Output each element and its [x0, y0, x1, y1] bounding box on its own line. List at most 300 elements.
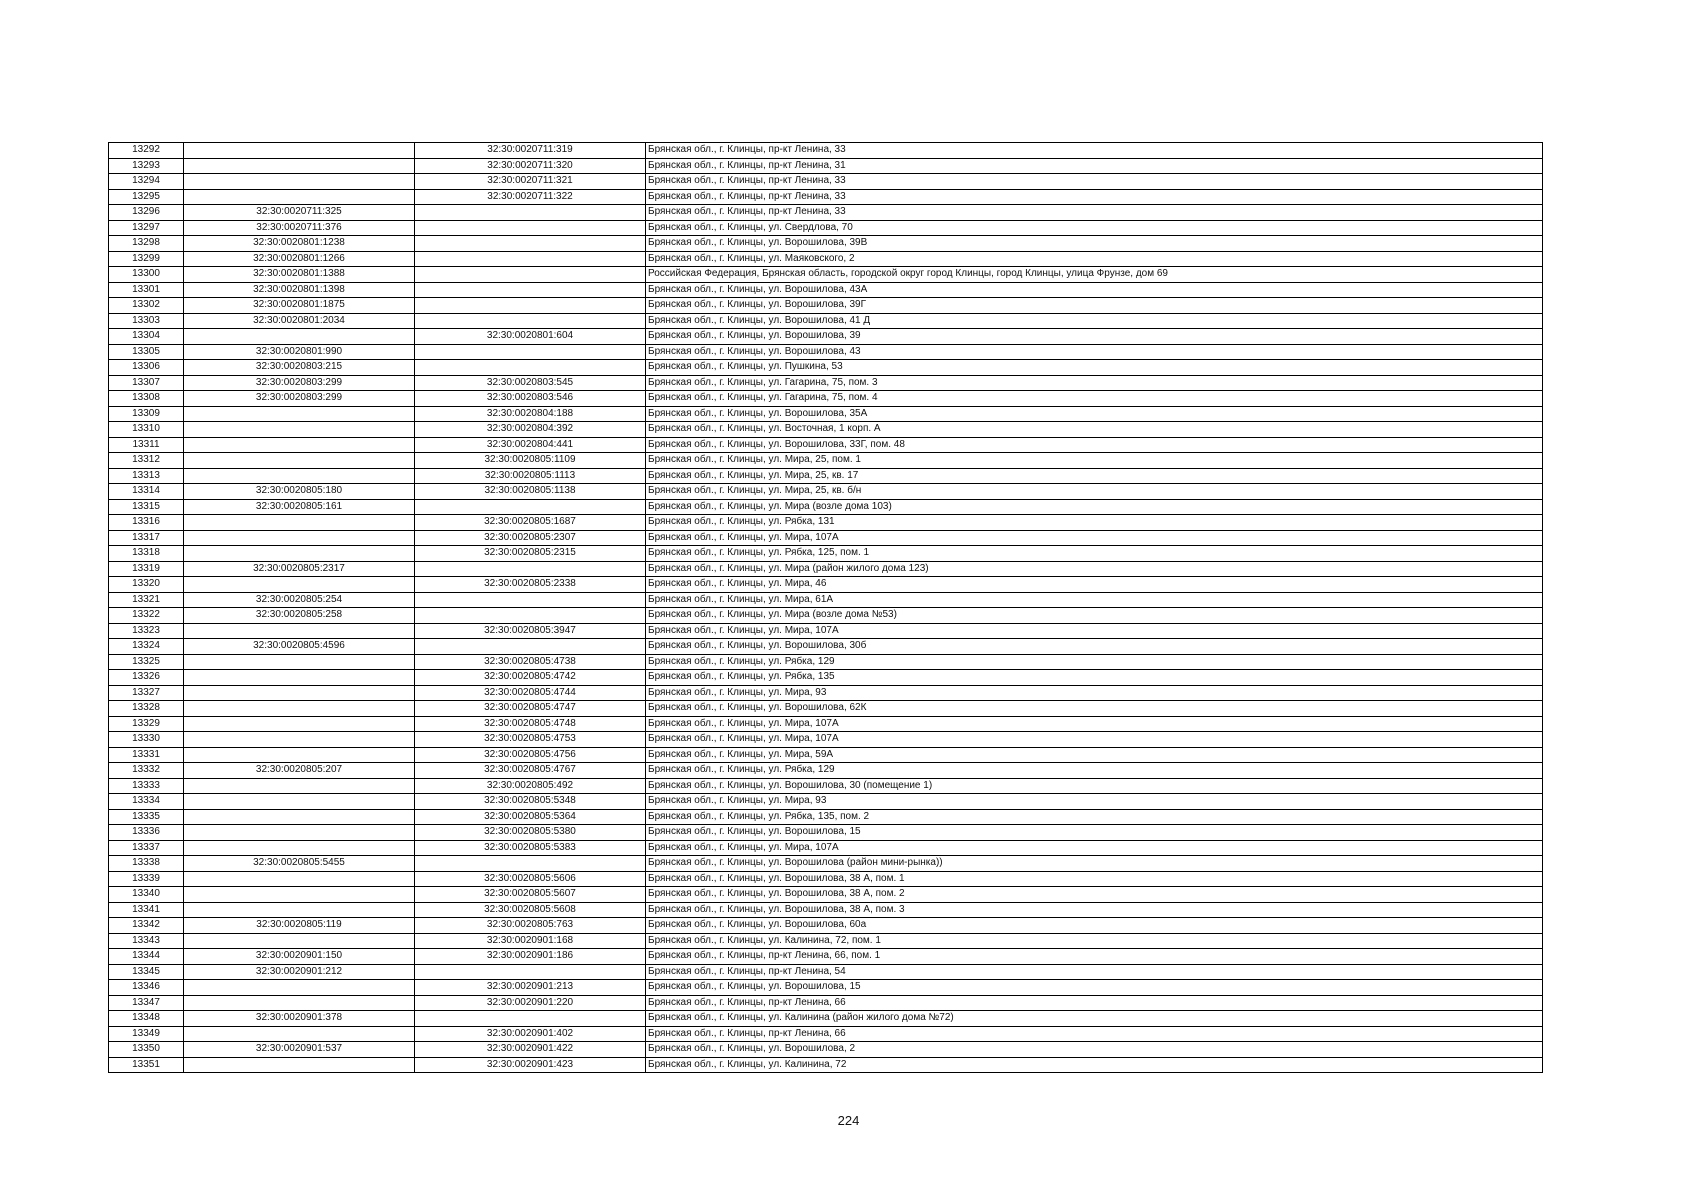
table-row	[109, 685, 1543, 701]
row-number-cell: 13332	[109, 763, 184, 779]
table-row	[109, 654, 1543, 670]
row-number-cell: 13333	[109, 778, 184, 794]
cadastral-number-cell	[184, 577, 415, 593]
address-cell: Брянская обл., г. Клинцы, ул. Мира, 46	[646, 577, 1543, 593]
cadastral-number-cell	[184, 670, 415, 686]
cadastral-number-cell	[184, 468, 415, 484]
address-cell: Брянская обл., г. Клинцы, ул. Рябка, 135	[646, 670, 1543, 686]
table-row	[109, 778, 1543, 794]
table-row	[109, 577, 1543, 593]
address-cell: Брянская обл., г. Клинцы, ул. Ворошилова, 62К	[646, 701, 1543, 717]
address-cell: Брянская обл., г. Клинцы, ул. Мира, 25, кв. 17	[646, 468, 1543, 484]
table-row	[109, 375, 1543, 391]
row-number-cell: 13319	[109, 561, 184, 577]
row-number-cell: 13342	[109, 918, 184, 934]
object-cadastral-number-cell: 32:30:0020805:1138	[415, 484, 646, 500]
cadastral-number-cell: 32:30:0020711:376	[184, 220, 415, 236]
address-cell: Российская Федерация, Брянская область, городской округ город Клинцы, город Клинцы, улица Фрунзе, дом 69	[646, 267, 1543, 283]
address-cell: Брянская обл., г. Клинцы, пр-кт Ленина, 33	[646, 189, 1543, 205]
table-row	[109, 964, 1543, 980]
table-row	[109, 437, 1543, 453]
table-row	[109, 158, 1543, 174]
address-cell: Брянская обл., г. Клинцы, ул. Рябка, 135, пом. 2	[646, 809, 1543, 825]
cadastral-number-cell	[184, 701, 415, 717]
object-cadastral-number-cell: 32:30:0020805:5608	[415, 902, 646, 918]
cadastral-number-cell: 32:30:0020805:258	[184, 608, 415, 624]
address-cell: Брянская обл., г. Клинцы, ул. Калинина, 72	[646, 1057, 1543, 1073]
cadastral-number-cell	[184, 453, 415, 469]
cadastral-number-cell: 32:30:0020801:990	[184, 344, 415, 360]
cadastral-number-cell	[184, 189, 415, 205]
object-cadastral-number-cell	[415, 282, 646, 298]
object-cadastral-number-cell	[415, 639, 646, 655]
address-cell: Брянская обл., г. Клинцы, ул. Мира (возле дома №53)	[646, 608, 1543, 624]
object-cadastral-number-cell: 32:30:0020805:4753	[415, 732, 646, 748]
row-number-cell: 13294	[109, 174, 184, 190]
address-cell: Брянская обл., г. Клинцы, ул. Рябка, 125, пом. 1	[646, 546, 1543, 562]
row-number-cell: 13341	[109, 902, 184, 918]
table-row	[109, 360, 1543, 376]
row-number-cell: 13306	[109, 360, 184, 376]
address-cell: Брянская обл., г. Клинцы, ул. Пушкина, 53	[646, 360, 1543, 376]
table-row	[109, 282, 1543, 298]
row-number-cell: 13320	[109, 577, 184, 593]
cadastral-number-cell	[184, 406, 415, 422]
address-cell: Брянская обл., г. Клинцы, ул. Маяковского, 2	[646, 251, 1543, 267]
cadastral-number-cell	[184, 546, 415, 562]
table-row	[109, 298, 1543, 314]
table-row	[109, 747, 1543, 763]
address-cell: Брянская обл., г. Клинцы, пр-кт Ленина, 66	[646, 1026, 1543, 1042]
address-cell: Брянская обл., г. Клинцы, пр-кт Ленина, 33	[646, 174, 1543, 190]
table-row	[109, 670, 1543, 686]
object-cadastral-number-cell: 32:30:0020803:545	[415, 375, 646, 391]
object-cadastral-number-cell	[415, 313, 646, 329]
row-number-cell: 13316	[109, 515, 184, 531]
table-row	[109, 499, 1543, 515]
cadastral-number-cell	[184, 887, 415, 903]
address-cell: Брянская обл., г. Клинцы, ул. Мира, 107А	[646, 732, 1543, 748]
table-row	[109, 918, 1543, 934]
row-number-cell: 13327	[109, 685, 184, 701]
row-number-cell: 13310	[109, 422, 184, 438]
table-row	[109, 406, 1543, 422]
row-number-cell: 13313	[109, 468, 184, 484]
object-cadastral-number-cell: 32:30:0020901:422	[415, 1042, 646, 1058]
object-cadastral-number-cell: 32:30:0020805:4756	[415, 747, 646, 763]
table-row	[109, 809, 1543, 825]
object-cadastral-number-cell: 32:30:0020801:604	[415, 329, 646, 345]
cadastral-number-cell	[184, 716, 415, 732]
row-number-cell: 13308	[109, 391, 184, 407]
address-cell: Брянская обл., г. Клинцы, ул. Ворошилова, 38 А, пом. 2	[646, 887, 1543, 903]
cadastral-number-cell: 32:30:0020805:207	[184, 763, 415, 779]
cadastral-number-cell: 32:30:0020803:299	[184, 375, 415, 391]
address-cell: Брянская обл., г. Клинцы, ул. Ворошилова (район мини-рынка))	[646, 856, 1543, 872]
cadastral-number-cell	[184, 623, 415, 639]
table-row	[109, 933, 1543, 949]
object-cadastral-number-cell: 32:30:0020805:4742	[415, 670, 646, 686]
table-row	[109, 732, 1543, 748]
object-cadastral-number-cell: 32:30:0020805:3947	[415, 623, 646, 639]
cadastral-number-cell: 32:30:0020803:215	[184, 360, 415, 376]
row-number-cell: 13324	[109, 639, 184, 655]
row-number-cell: 13299	[109, 251, 184, 267]
table-row	[109, 856, 1543, 872]
table-row	[109, 267, 1543, 283]
row-number-cell: 13331	[109, 747, 184, 763]
table-row	[109, 205, 1543, 221]
table-row	[109, 189, 1543, 205]
table-row	[109, 949, 1543, 965]
cadastral-number-cell: 32:30:0020901:378	[184, 1011, 415, 1027]
row-number-cell: 13346	[109, 980, 184, 996]
row-number-cell: 13293	[109, 158, 184, 174]
object-cadastral-number-cell: 32:30:0020901:186	[415, 949, 646, 965]
address-cell: Брянская обл., г. Клинцы, ул. Мира, 107А	[646, 530, 1543, 546]
object-cadastral-number-cell: 32:30:0020805:4767	[415, 763, 646, 779]
table-row	[109, 220, 1543, 236]
cadastral-number-cell: 32:30:0020805:4596	[184, 639, 415, 655]
address-cell: Брянская обл., г. Клинцы, ул. Ворошилова, 60а	[646, 918, 1543, 934]
row-number-cell: 13298	[109, 236, 184, 252]
object-cadastral-number-cell	[415, 220, 646, 236]
cadastral-number-cell: 32:30:0020901:537	[184, 1042, 415, 1058]
cadastral-number-cell	[184, 732, 415, 748]
address-cell: Брянская обл., г. Клинцы, ул. Мира, 93	[646, 685, 1543, 701]
object-cadastral-number-cell: 32:30:0020805:5607	[415, 887, 646, 903]
table-row	[109, 763, 1543, 779]
address-cell: Брянская обл., г. Клинцы, ул. Ворошилова, 38 А, пом. 1	[646, 871, 1543, 887]
row-number-cell: 13303	[109, 313, 184, 329]
object-cadastral-number-cell: 32:30:0020805:4747	[415, 701, 646, 717]
row-number-cell: 13336	[109, 825, 184, 841]
cadastral-number-cell	[184, 933, 415, 949]
cadastral-number-cell: 32:30:0020901:212	[184, 964, 415, 980]
row-number-cell: 13302	[109, 298, 184, 314]
row-number-cell: 13349	[109, 1026, 184, 1042]
address-cell: Брянская обл., г. Клинцы, ул. Мира, 93	[646, 794, 1543, 810]
page-number: 224	[837, 1113, 860, 1128]
object-cadastral-number-cell: 32:30:0020804:441	[415, 437, 646, 453]
cadastral-number-cell: 32:30:0020801:1388	[184, 267, 415, 283]
cadastral-number-cell: 32:30:0020801:1266	[184, 251, 415, 267]
object-cadastral-number-cell: 32:30:0020901:402	[415, 1026, 646, 1042]
row-number-cell: 13315	[109, 499, 184, 515]
cadastral-number-cell	[184, 143, 415, 159]
cadastral-number-cell	[184, 778, 415, 794]
cadastral-number-cell	[184, 329, 415, 345]
row-number-cell: 13323	[109, 623, 184, 639]
table-row	[109, 344, 1543, 360]
cadastral-number-cell	[184, 995, 415, 1011]
object-cadastral-number-cell: 32:30:0020803:546	[415, 391, 646, 407]
address-cell: Брянская обл., г. Клинцы, ул. Рябка, 129	[646, 654, 1543, 670]
object-cadastral-number-cell: 32:30:0020804:392	[415, 422, 646, 438]
address-cell: Брянская обл., г. Клинцы, ул. Мира, 107А	[646, 623, 1543, 639]
table-row	[109, 716, 1543, 732]
address-cell: Брянская обл., г. Клинцы, ул. Ворошилова, 35А	[646, 406, 1543, 422]
object-cadastral-number-cell: 32:30:0020711:319	[415, 143, 646, 159]
object-cadastral-number-cell: 32:30:0020805:763	[415, 918, 646, 934]
cadastral-number-cell: 32:30:0020805:119	[184, 918, 415, 934]
cadastral-number-cell: 32:30:0020803:299	[184, 391, 415, 407]
object-cadastral-number-cell	[415, 360, 646, 376]
object-cadastral-number-cell	[415, 251, 646, 267]
cadastral-number-cell	[184, 1026, 415, 1042]
row-number-cell: 13335	[109, 809, 184, 825]
address-cell: Брянская обл., г. Клинцы, ул. Рябка, 131	[646, 515, 1543, 531]
cadastral-number-cell: 32:30:0020805:180	[184, 484, 415, 500]
row-number-cell: 13295	[109, 189, 184, 205]
cadastral-number-cell: 32:30:0020801:2034	[184, 313, 415, 329]
row-number-cell: 13304	[109, 329, 184, 345]
object-cadastral-number-cell: 32:30:0020805:5606	[415, 871, 646, 887]
address-cell: Брянская обл., г. Клинцы, ул. Мира, 59А	[646, 747, 1543, 763]
table-row	[109, 422, 1543, 438]
cadastral-number-cell: 32:30:0020801:1875	[184, 298, 415, 314]
object-cadastral-number-cell	[415, 499, 646, 515]
object-cadastral-number-cell	[415, 1011, 646, 1027]
cadastral-number-cell: 32:30:0020801:1238	[184, 236, 415, 252]
table-row	[109, 623, 1543, 639]
row-number-cell: 13325	[109, 654, 184, 670]
table-row	[109, 174, 1543, 190]
object-cadastral-number-cell: 32:30:0020805:1113	[415, 468, 646, 484]
address-cell: Брянская обл., г. Клинцы, ул. Мира, 25, кв. б/н	[646, 484, 1543, 500]
object-cadastral-number-cell: 32:30:0020805:4748	[415, 716, 646, 732]
object-cadastral-number-cell	[415, 561, 646, 577]
table-row	[109, 871, 1543, 887]
row-number-cell: 13322	[109, 608, 184, 624]
table-row	[109, 236, 1543, 252]
row-number-cell: 13345	[109, 964, 184, 980]
address-cell: Брянская обл., г. Клинцы, ул. Мира (район жилого дома 123)	[646, 561, 1543, 577]
table-row	[109, 592, 1543, 608]
row-number-cell: 13318	[109, 546, 184, 562]
cadastral-number-cell	[184, 515, 415, 531]
cadastral-number-cell	[184, 437, 415, 453]
row-number-cell: 13334	[109, 794, 184, 810]
table-row	[109, 1026, 1543, 1042]
cadastral-number-cell	[184, 825, 415, 841]
object-cadastral-number-cell	[415, 592, 646, 608]
object-cadastral-number-cell: 32:30:0020805:2307	[415, 530, 646, 546]
row-number-cell: 13305	[109, 344, 184, 360]
cadastral-number-cell: 32:30:0020805:2317	[184, 561, 415, 577]
object-cadastral-number-cell: 32:30:0020711:321	[415, 174, 646, 190]
cadastral-number-cell	[184, 980, 415, 996]
address-cell: Брянская обл., г. Клинцы, ул. Ворошилова, 2	[646, 1042, 1543, 1058]
table-row	[109, 1042, 1543, 1058]
address-cell: Брянская обл., г. Клинцы, ул. Ворошилова, 38 А, пом. 3	[646, 902, 1543, 918]
object-cadastral-number-cell: 32:30:0020805:4738	[415, 654, 646, 670]
address-cell: Брянская обл., г. Клинцы, ул. Ворошилова, 39Г	[646, 298, 1543, 314]
object-cadastral-number-cell	[415, 205, 646, 221]
object-cadastral-number-cell: 32:30:0020711:320	[415, 158, 646, 174]
cadastral-number-cell	[184, 158, 415, 174]
cadastral-number-cell	[184, 794, 415, 810]
row-number-cell: 13343	[109, 933, 184, 949]
cadastral-number-cell	[184, 871, 415, 887]
table-row	[109, 468, 1543, 484]
table-row	[109, 980, 1543, 996]
table-row	[109, 995, 1543, 1011]
address-cell: Брянская обл., г. Клинцы, ул. Мира, 107А	[646, 716, 1543, 732]
address-cell: Брянская обл., г. Клинцы, ул. Ворошилова, 39В	[646, 236, 1543, 252]
object-cadastral-number-cell: 32:30:0020805:5380	[415, 825, 646, 841]
object-cadastral-number-cell: 32:30:0020805:492	[415, 778, 646, 794]
object-cadastral-number-cell: 32:30:0020805:1687	[415, 515, 646, 531]
address-cell: Брянская обл., г. Клинцы, ул. Ворошилова, 15	[646, 980, 1543, 996]
address-cell: Брянская обл., г. Клинцы, ул. Восточная, 1 корп. А	[646, 422, 1543, 438]
object-cadastral-number-cell	[415, 856, 646, 872]
table-row	[109, 391, 1543, 407]
address-cell: Брянская обл., г. Клинцы, ул. Рябка, 129	[646, 763, 1543, 779]
address-cell: Брянская обл., г. Клинцы, ул. Гагарина, 75, пом. 3	[646, 375, 1543, 391]
row-number-cell: 13340	[109, 887, 184, 903]
table-row	[109, 143, 1543, 159]
address-cell: Брянская обл., г. Клинцы, ул. Ворошилова, 39	[646, 329, 1543, 345]
row-number-cell: 13329	[109, 716, 184, 732]
object-cadastral-number-cell: 32:30:0020804:188	[415, 406, 646, 422]
object-cadastral-number-cell	[415, 344, 646, 360]
table-row	[109, 608, 1543, 624]
address-cell: Брянская обл., г. Клинцы, ул. Ворошилова, 30 (помещение 1)	[646, 778, 1543, 794]
row-number-cell: 13351	[109, 1057, 184, 1073]
table-row	[109, 313, 1543, 329]
table-row	[109, 1011, 1543, 1027]
cadastral-number-cell	[184, 840, 415, 856]
table-row	[109, 561, 1543, 577]
row-number-cell: 13301	[109, 282, 184, 298]
object-cadastral-number-cell	[415, 298, 646, 314]
cadastral-number-cell	[184, 422, 415, 438]
row-number-cell: 13339	[109, 871, 184, 887]
address-cell: Брянская обл., г. Клинцы, ул. Мира, 61А	[646, 592, 1543, 608]
address-cell: Брянская обл., г. Клинцы, ул. Калинина (район жилого дома №72)	[646, 1011, 1543, 1027]
table-row	[109, 794, 1543, 810]
cadastral-number-cell: 32:30:0020805:254	[184, 592, 415, 608]
object-cadastral-number-cell: 32:30:0020805:4744	[415, 685, 646, 701]
address-cell: Брянская обл., г. Клинцы, ул. Гагарина, 75, пом. 4	[646, 391, 1543, 407]
address-cell: Брянская обл., г. Клинцы, ул. Ворошилова, 30б	[646, 639, 1543, 655]
table-row	[109, 251, 1543, 267]
address-cell: Брянская обл., г. Клинцы, пр-кт Ленина, 33	[646, 143, 1543, 159]
table-row	[109, 639, 1543, 655]
object-cadastral-number-cell	[415, 236, 646, 252]
address-cell: Брянская обл., г. Клинцы, ул. Ворошилова, 33Г, пом. 48	[646, 437, 1543, 453]
object-cadastral-number-cell: 32:30:0020711:322	[415, 189, 646, 205]
table-row	[109, 825, 1543, 841]
row-number-cell: 13321	[109, 592, 184, 608]
object-cadastral-number-cell: 32:30:0020901:213	[415, 980, 646, 996]
table-row	[109, 701, 1543, 717]
table-row	[109, 546, 1543, 562]
object-cadastral-number-cell: 32:30:0020901:220	[415, 995, 646, 1011]
object-cadastral-number-cell: 32:30:0020901:423	[415, 1057, 646, 1073]
cadastral-number-cell	[184, 654, 415, 670]
object-cadastral-number-cell: 32:30:0020805:2315	[415, 546, 646, 562]
table-row	[109, 515, 1543, 531]
address-cell: Брянская обл., г. Клинцы, пр-кт Ленина, 33	[646, 205, 1543, 221]
address-cell: Брянская обл., г. Клинцы, пр-кт Ленина, 54	[646, 964, 1543, 980]
object-cadastral-number-cell: 32:30:0020805:5348	[415, 794, 646, 810]
address-cell: Брянская обл., г. Клинцы, ул. Свердлова, 70	[646, 220, 1543, 236]
address-cell: Брянская обл., г. Клинцы, ул. Ворошилова, 15	[646, 825, 1543, 841]
row-number-cell: 13347	[109, 995, 184, 1011]
row-number-cell: 13309	[109, 406, 184, 422]
object-cadastral-number-cell: 32:30:0020805:5364	[415, 809, 646, 825]
cadastral-number-cell: 32:30:0020711:325	[184, 205, 415, 221]
address-cell: Брянская обл., г. Клинцы, ул. Калинина, 72, пом. 1	[646, 933, 1543, 949]
object-cadastral-number-cell: 32:30:0020805:5383	[415, 840, 646, 856]
table-row	[109, 1057, 1543, 1073]
cadastral-number-cell	[184, 530, 415, 546]
row-number-cell: 13311	[109, 437, 184, 453]
cadastral-number-cell	[184, 1057, 415, 1073]
object-cadastral-number-cell: 32:30:0020805:1109	[415, 453, 646, 469]
cadastral-number-cell: 32:30:0020805:5455	[184, 856, 415, 872]
cadastral-number-cell	[184, 809, 415, 825]
row-number-cell: 13314	[109, 484, 184, 500]
address-cell: Брянская обл., г. Клинцы, пр-кт Ленина, 31	[646, 158, 1543, 174]
row-number-cell: 13350	[109, 1042, 184, 1058]
cadastral-number-cell: 32:30:0020901:150	[184, 949, 415, 965]
address-cell: Брянская обл., г. Клинцы, пр-кт Ленина, 66, пом. 1	[646, 949, 1543, 965]
row-number-cell: 13338	[109, 856, 184, 872]
cadastral-number-cell	[184, 685, 415, 701]
table-row	[109, 484, 1543, 500]
row-number-cell: 13307	[109, 375, 184, 391]
cadastral-number-cell	[184, 174, 415, 190]
cadastral-number-cell	[184, 902, 415, 918]
address-cell: Брянская обл., г. Клинцы, ул. Мира (возле дома 103)	[646, 499, 1543, 515]
row-number-cell: 13312	[109, 453, 184, 469]
object-cadastral-number-cell	[415, 267, 646, 283]
registry-table-body	[109, 143, 1543, 1073]
row-number-cell: 13300	[109, 267, 184, 283]
cadastral-number-cell: 32:30:0020801:1398	[184, 282, 415, 298]
row-number-cell: 13317	[109, 530, 184, 546]
object-cadastral-number-cell: 32:30:0020901:168	[415, 933, 646, 949]
row-number-cell: 13296	[109, 205, 184, 221]
row-number-cell: 13328	[109, 701, 184, 717]
row-number-cell: 13297	[109, 220, 184, 236]
table-row	[109, 530, 1543, 546]
object-cadastral-number-cell: 32:30:0020805:2338	[415, 577, 646, 593]
row-number-cell: 13337	[109, 840, 184, 856]
table-row	[109, 887, 1543, 903]
table-row	[109, 329, 1543, 345]
address-cell: Брянская обл., г. Клинцы, ул. Мира, 107А	[646, 840, 1543, 856]
cadastral-number-cell: 32:30:0020805:161	[184, 499, 415, 515]
cadastral-number-cell	[184, 747, 415, 763]
address-cell: Брянская обл., г. Клинцы, ул. Ворошилова, 41 Д	[646, 313, 1543, 329]
row-number-cell: 13330	[109, 732, 184, 748]
registry-table	[108, 142, 1543, 1073]
row-number-cell: 13348	[109, 1011, 184, 1027]
row-number-cell: 13326	[109, 670, 184, 686]
table-row	[109, 840, 1543, 856]
row-number-cell: 13344	[109, 949, 184, 965]
address-cell: Брянская обл., г. Клинцы, ул. Мира, 25, пом. 1	[646, 453, 1543, 469]
address-cell: Брянская обл., г. Клинцы, пр-кт Ленина, 66	[646, 995, 1543, 1011]
object-cadastral-number-cell	[415, 964, 646, 980]
row-number-cell: 13292	[109, 143, 184, 159]
table-row	[109, 902, 1543, 918]
object-cadastral-number-cell	[415, 608, 646, 624]
